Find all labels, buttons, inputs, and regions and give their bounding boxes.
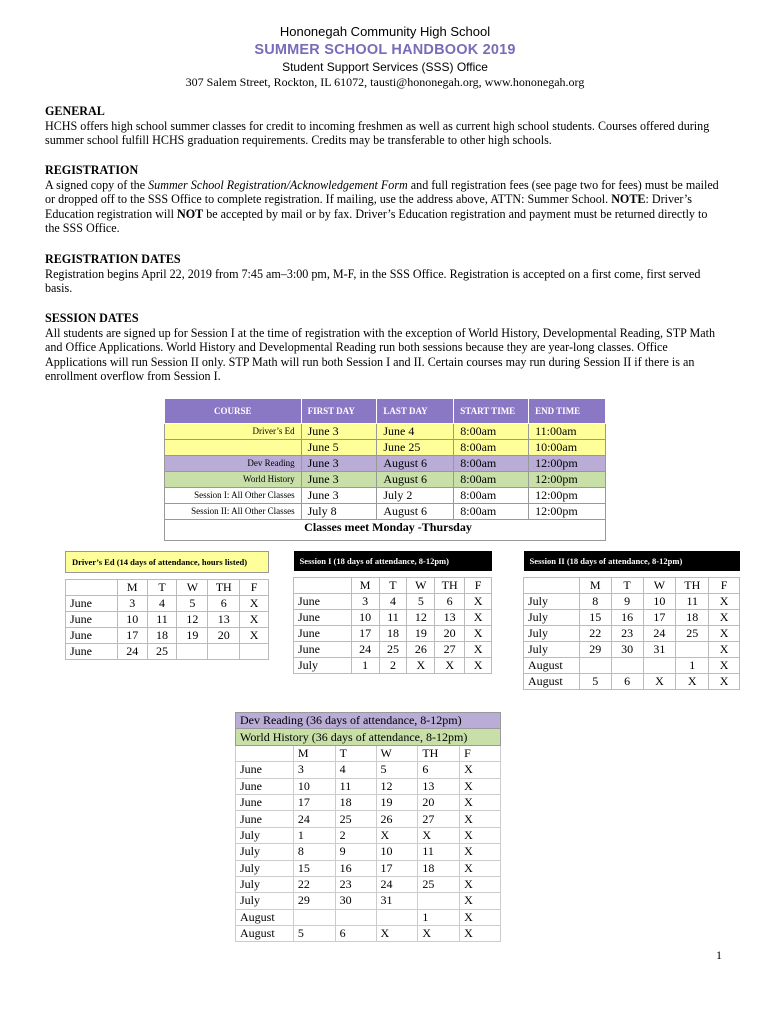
sessions-footer: Classes meet Monday -Thursday bbox=[165, 520, 606, 541]
day-cell: 6 bbox=[418, 762, 460, 778]
sessions-footer-row bbox=[165, 520, 606, 541]
table-row bbox=[236, 909, 501, 925]
day-cell: X bbox=[465, 658, 492, 674]
day-label: TH bbox=[208, 580, 240, 596]
day-cell: X bbox=[460, 844, 501, 860]
day-cell: X bbox=[465, 594, 492, 610]
day-cell: 19 bbox=[177, 628, 208, 644]
day-cell: 26 bbox=[376, 811, 418, 827]
day-cell bbox=[611, 658, 643, 674]
day-cell: 4 bbox=[335, 762, 376, 778]
day-cell: 9 bbox=[611, 594, 643, 610]
day-cell: 25 bbox=[147, 644, 177, 660]
day-cell: 24 bbox=[117, 644, 147, 660]
session2-heading: Session II (18 days of attendance, 8-12pm) bbox=[524, 551, 740, 571]
day-cell: 23 bbox=[335, 876, 376, 892]
sessions-table bbox=[164, 398, 606, 541]
month-label: July bbox=[236, 844, 294, 860]
day-label: M bbox=[351, 578, 379, 594]
table-row bbox=[524, 642, 740, 658]
day-cell: 3 bbox=[351, 594, 379, 610]
day-cell: 30 bbox=[335, 893, 376, 909]
office-address: 307 Salem Street, Rockton, IL 61072, tausti@hononegah.org, www.hononegah.org bbox=[185, 75, 585, 89]
day-cell: 17 bbox=[643, 610, 676, 626]
day-cell: 11 bbox=[418, 844, 460, 860]
table-row bbox=[524, 626, 740, 642]
registration-heading: REGISTRATION bbox=[45, 163, 139, 177]
day-cell: X bbox=[460, 762, 501, 778]
day-label: W bbox=[177, 580, 208, 596]
day-cell: 15 bbox=[293, 860, 335, 876]
day-cell: 10 bbox=[376, 844, 418, 860]
day-cell: X bbox=[240, 628, 269, 644]
day-cell: 12 bbox=[177, 612, 208, 628]
month-label: July bbox=[524, 642, 580, 658]
day-cell: 22 bbox=[579, 626, 611, 642]
month-label: June bbox=[294, 610, 352, 626]
day-cell: X bbox=[418, 926, 460, 942]
day-cell bbox=[177, 644, 208, 660]
first-day: June 3 bbox=[301, 488, 377, 504]
day-cell: 25 bbox=[676, 626, 709, 642]
table-row bbox=[66, 596, 269, 612]
day-cell: 12 bbox=[376, 778, 418, 794]
day-cell: 24 bbox=[351, 642, 379, 658]
month-label: June bbox=[236, 778, 294, 794]
start-time: 8:00am bbox=[454, 424, 529, 440]
day-cell: 18 bbox=[676, 610, 709, 626]
table-row bbox=[294, 658, 492, 674]
registration-text: A signed copy of the Summer School Registration/Acknowledgement Form and full registration fees (see page two for fees) must be mailed or dropped off to the SSS Office to complete registration. If mailing, use the address above, ATTN: Summer School. NOTE: Driver’s Education registration will NOT be accepted by mail or by fax. Driver’s Education registration and payment must be returned directly to the SSS Office. bbox=[45, 177, 719, 236]
day-cell: X bbox=[465, 610, 492, 626]
month-label: June bbox=[66, 644, 118, 660]
day-cell: X bbox=[465, 626, 492, 642]
day-cell: X bbox=[460, 909, 501, 925]
month-label: June bbox=[236, 762, 294, 778]
day-cell: 10 bbox=[293, 778, 335, 794]
day-cell: 13 bbox=[435, 610, 465, 626]
day-cell: 18 bbox=[379, 626, 407, 642]
day-cell: 5 bbox=[293, 926, 335, 942]
course-name: Session I: All Other Classes bbox=[165, 488, 302, 504]
last-day: June 4 bbox=[377, 424, 454, 440]
first-day: June 3 bbox=[301, 456, 377, 472]
general-section bbox=[45, 104, 725, 148]
first-day: June 3 bbox=[301, 472, 377, 488]
day-cell: 20 bbox=[208, 628, 240, 644]
table-row bbox=[294, 626, 492, 642]
table-row bbox=[236, 844, 501, 860]
header-course: COURSE bbox=[165, 399, 302, 424]
day-cell: 19 bbox=[376, 794, 418, 810]
table-row bbox=[236, 876, 501, 892]
session1-calendar bbox=[293, 551, 492, 674]
month-label: July bbox=[236, 827, 294, 843]
day-label: M bbox=[117, 580, 147, 596]
last-day: July 2 bbox=[377, 488, 454, 504]
header-last-day: LAST DAY bbox=[377, 399, 454, 424]
first-day: June 5 bbox=[301, 440, 377, 456]
day-label: F bbox=[465, 578, 492, 594]
end-time: 12:00pm bbox=[529, 488, 606, 504]
day-cell: 24 bbox=[376, 876, 418, 892]
day-cell bbox=[376, 909, 418, 925]
day-cell: 19 bbox=[407, 626, 435, 642]
day-cell: 27 bbox=[418, 811, 460, 827]
day-cell: 25 bbox=[379, 642, 407, 658]
day-cell: 17 bbox=[117, 628, 147, 644]
last-day: August 6 bbox=[377, 456, 454, 472]
day-cell: 18 bbox=[418, 860, 460, 876]
day-cell: 25 bbox=[418, 876, 460, 892]
table-row bbox=[524, 610, 740, 626]
day-cell: X bbox=[709, 610, 740, 626]
table-row bbox=[294, 642, 492, 658]
day-cell: X bbox=[240, 596, 269, 612]
month-label: August bbox=[524, 658, 580, 674]
day-cell: 18 bbox=[335, 794, 376, 810]
day-cell: 17 bbox=[293, 794, 335, 810]
start-time: 8:00am bbox=[454, 440, 529, 456]
day-cell bbox=[418, 893, 460, 909]
day-label: TH bbox=[418, 745, 460, 761]
day-label: T bbox=[379, 578, 407, 594]
day-cell: X bbox=[460, 860, 501, 876]
month-label: August bbox=[236, 909, 294, 925]
day-cell: 31 bbox=[376, 893, 418, 909]
day-cell bbox=[643, 658, 676, 674]
day-cell: 2 bbox=[335, 827, 376, 843]
end-time: 12:00pm bbox=[529, 456, 606, 472]
table-row bbox=[236, 860, 501, 876]
last-day: August 6 bbox=[377, 472, 454, 488]
day-cell: X bbox=[460, 893, 501, 909]
day-cell: 1 bbox=[418, 909, 460, 925]
day-label: W bbox=[376, 745, 418, 761]
day-cell: 1 bbox=[676, 658, 709, 674]
day-cell: 10 bbox=[351, 610, 379, 626]
table-row bbox=[524, 658, 740, 674]
table-row bbox=[66, 628, 269, 644]
start-time: 8:00am bbox=[454, 504, 529, 520]
day-cell: 29 bbox=[293, 893, 335, 909]
month-label: July bbox=[294, 658, 352, 674]
day-cell: X bbox=[460, 827, 501, 843]
day-cell: 13 bbox=[208, 612, 240, 628]
course-name bbox=[165, 440, 302, 456]
day-cell: 10 bbox=[643, 594, 676, 610]
day-cell: X bbox=[465, 642, 492, 658]
day-label: T bbox=[335, 745, 376, 761]
day-cell: X bbox=[709, 642, 740, 658]
page-number: 1 bbox=[716, 948, 722, 962]
session-dates-heading: SESSION DATES bbox=[45, 311, 139, 325]
day-label: F bbox=[460, 745, 501, 761]
day-label: T bbox=[611, 578, 643, 594]
registration-dates-section bbox=[45, 252, 725, 296]
weekday-header-row bbox=[236, 745, 501, 761]
day-cell: X bbox=[709, 594, 740, 610]
table-row bbox=[165, 440, 606, 456]
month-label: June bbox=[294, 626, 352, 642]
day-label: F bbox=[709, 578, 740, 594]
day-cell bbox=[676, 642, 709, 658]
month-label: June bbox=[294, 594, 352, 610]
day-cell: 18 bbox=[147, 628, 177, 644]
weekday-header-row bbox=[524, 578, 740, 594]
table-row bbox=[165, 504, 606, 520]
document-title: SUMMER SCHOOL HANDBOOK 2019 bbox=[254, 42, 516, 58]
day-cell: 8 bbox=[579, 594, 611, 610]
first-day: June 3 bbox=[301, 424, 377, 440]
dev-reading-calendar bbox=[235, 712, 501, 942]
day-cell: 11 bbox=[147, 612, 177, 628]
day-cell: 20 bbox=[418, 794, 460, 810]
registration-dates-heading: REGISTRATION DATES bbox=[45, 252, 181, 266]
day-label: W bbox=[643, 578, 676, 594]
end-time: 11:00am bbox=[529, 424, 606, 440]
table-row bbox=[165, 456, 606, 472]
day-label: M bbox=[579, 578, 611, 594]
day-cell: 4 bbox=[379, 594, 407, 610]
day-cell: X bbox=[435, 658, 465, 674]
day-cell: X bbox=[460, 811, 501, 827]
day-cell: 2 bbox=[379, 658, 407, 674]
course-name: Driver’s Ed bbox=[165, 424, 302, 440]
table-row bbox=[236, 778, 501, 794]
month-label: July bbox=[236, 893, 294, 909]
day-cell: 3 bbox=[293, 762, 335, 778]
table-row bbox=[294, 594, 492, 610]
table-row bbox=[524, 674, 740, 690]
day-cell: X bbox=[460, 926, 501, 942]
day-cell bbox=[240, 644, 269, 660]
day-cell: 17 bbox=[351, 626, 379, 642]
day-label: T bbox=[147, 580, 177, 596]
day-cell: 31 bbox=[643, 642, 676, 658]
day-cell: 6 bbox=[335, 926, 376, 942]
day-cell: 29 bbox=[579, 642, 611, 658]
world-history-heading: World History (36 days of attendance, 8-12pm) bbox=[236, 729, 501, 745]
day-cell: 3 bbox=[117, 596, 147, 612]
day-label: W bbox=[407, 578, 435, 594]
day-cell: 22 bbox=[293, 876, 335, 892]
day-cell: 5 bbox=[177, 596, 208, 612]
day-cell bbox=[335, 909, 376, 925]
day-cell: 1 bbox=[351, 658, 379, 674]
day-cell: X bbox=[709, 658, 740, 674]
header-first-day: FIRST DAY bbox=[301, 399, 377, 424]
day-cell: X bbox=[376, 926, 418, 942]
last-day: August 6 bbox=[377, 504, 454, 520]
table-row bbox=[165, 472, 606, 488]
day-cell: 5 bbox=[579, 674, 611, 690]
day-cell: 26 bbox=[407, 642, 435, 658]
day-cell: 1 bbox=[293, 827, 335, 843]
day-cell: 4 bbox=[147, 596, 177, 612]
day-cell: X bbox=[407, 658, 435, 674]
table-row bbox=[66, 612, 269, 628]
day-cell bbox=[293, 909, 335, 925]
session-dates-section bbox=[45, 311, 725, 384]
drivers-ed-calendar bbox=[65, 551, 269, 660]
day-cell: 20 bbox=[435, 626, 465, 642]
month-label: August bbox=[524, 674, 580, 690]
table-row bbox=[236, 926, 501, 942]
day-cell: 8 bbox=[293, 844, 335, 860]
day-cell: X bbox=[376, 827, 418, 843]
table-row bbox=[236, 794, 501, 810]
day-cell: 13 bbox=[418, 778, 460, 794]
day-cell: 6 bbox=[435, 594, 465, 610]
day-cell: X bbox=[460, 794, 501, 810]
day-cell: 15 bbox=[579, 610, 611, 626]
day-cell: X bbox=[460, 876, 501, 892]
course-name: World History bbox=[165, 472, 302, 488]
first-day: July 8 bbox=[301, 504, 377, 520]
day-cell: X bbox=[676, 674, 709, 690]
day-cell bbox=[579, 658, 611, 674]
start-time: 8:00am bbox=[454, 488, 529, 504]
day-cell: 11 bbox=[379, 610, 407, 626]
table-row bbox=[524, 594, 740, 610]
day-cell bbox=[208, 644, 240, 660]
day-cell: 24 bbox=[643, 626, 676, 642]
day-cell: 16 bbox=[335, 860, 376, 876]
day-label: F bbox=[240, 580, 269, 596]
course-name: Dev Reading bbox=[165, 456, 302, 472]
day-cell: 24 bbox=[293, 811, 335, 827]
day-cell: 27 bbox=[435, 642, 465, 658]
table-row bbox=[294, 610, 492, 626]
table-row bbox=[236, 762, 501, 778]
end-time: 12:00pm bbox=[529, 504, 606, 520]
month-label: July bbox=[236, 876, 294, 892]
day-cell: X bbox=[240, 612, 269, 628]
day-label: M bbox=[293, 745, 335, 761]
form-name: Summer School Registration/Acknowledgement Form bbox=[148, 177, 408, 192]
table-row bbox=[165, 424, 606, 440]
day-cell: 11 bbox=[335, 778, 376, 794]
day-cell: 5 bbox=[407, 594, 435, 610]
month-label: June bbox=[66, 628, 118, 644]
not-label: NOT bbox=[177, 206, 204, 221]
office-name: Student Support Services (SSS) Office bbox=[282, 60, 488, 74]
session1-heading: Session I (18 days of attendance, 8-12pm) bbox=[294, 551, 492, 571]
month-label: June bbox=[236, 794, 294, 810]
month-label: June bbox=[66, 596, 118, 612]
sessions-header-row bbox=[165, 399, 606, 424]
month-label: July bbox=[524, 626, 580, 642]
day-cell: 6 bbox=[208, 596, 240, 612]
day-cell: 30 bbox=[611, 642, 643, 658]
day-label: TH bbox=[435, 578, 465, 594]
table-row bbox=[236, 893, 501, 909]
day-cell: X bbox=[460, 778, 501, 794]
general-text: HCHS offers high school summer classes for credit to incoming freshmen as well as current high school students. Courses offered during summer school fulfill HCHS graduation requirements. Credits may be transferable to other high schools. bbox=[45, 118, 710, 148]
header-end-time: END TIME bbox=[529, 399, 606, 424]
school-name: Hononegah Community High School bbox=[279, 24, 491, 39]
day-cell: X bbox=[643, 674, 676, 690]
day-cell: 9 bbox=[335, 844, 376, 860]
day-cell: 5 bbox=[376, 762, 418, 778]
day-label: TH bbox=[676, 578, 709, 594]
month-label: July bbox=[236, 860, 294, 876]
month-label: June bbox=[294, 642, 352, 658]
general-heading: GENERAL bbox=[45, 104, 105, 118]
table-row bbox=[236, 827, 501, 843]
table-row bbox=[236, 811, 501, 827]
header-start-time: START TIME bbox=[454, 399, 529, 424]
note-label: NOTE bbox=[611, 192, 646, 207]
month-label: August bbox=[236, 926, 294, 942]
registration-dates-text: Registration begins April 22, 2019 from 7:45 am–3:00 pm, M-F, in the SSS Office. Registration is accepted on a first come, first served basis. bbox=[45, 266, 701, 296]
month-label: June bbox=[236, 811, 294, 827]
course-name: Session II: All Other Classes bbox=[165, 504, 302, 520]
day-cell: 11 bbox=[676, 594, 709, 610]
weekday-header-row bbox=[66, 580, 269, 596]
start-time: 8:00am bbox=[454, 472, 529, 488]
registration-section bbox=[45, 163, 725, 236]
day-cell: 17 bbox=[376, 860, 418, 876]
month-label: July bbox=[524, 594, 580, 610]
table-row bbox=[66, 644, 269, 660]
drivers-ed-heading: Driver’s Ed (14 days of attendance, hours listed) bbox=[66, 552, 269, 573]
day-cell: 16 bbox=[611, 610, 643, 626]
day-cell: 12 bbox=[407, 610, 435, 626]
day-cell: 25 bbox=[335, 811, 376, 827]
end-time: 10:00am bbox=[529, 440, 606, 456]
day-cell: X bbox=[709, 626, 740, 642]
weekday-header-row bbox=[294, 578, 492, 594]
day-cell: 6 bbox=[611, 674, 643, 690]
day-cell: 23 bbox=[611, 626, 643, 642]
end-time: 12:00pm bbox=[529, 472, 606, 488]
day-cell: X bbox=[709, 674, 740, 690]
day-cell: 10 bbox=[117, 612, 147, 628]
month-label: July bbox=[524, 610, 580, 626]
table-row bbox=[165, 488, 606, 504]
last-day: June 25 bbox=[377, 440, 454, 456]
start-time: 8:00am bbox=[454, 456, 529, 472]
month-label: June bbox=[66, 612, 118, 628]
session2-calendar bbox=[523, 551, 740, 690]
day-cell: X bbox=[418, 827, 460, 843]
dev-reading-heading: Dev Reading (36 days of attendance, 8-12pm) bbox=[236, 713, 501, 729]
session-dates-text: All students are signed up for Session I at the time of registration with the exception of World History, Developmental Reading, STP Math and Office Applications. World History and Developmental Reading run both sessions because they are year-long classes. Office Applications will run Session II only. STP Math will run both Session I and II. Certain courses may run during Session II if there is an enrollment overflow from Session I. bbox=[45, 325, 715, 384]
